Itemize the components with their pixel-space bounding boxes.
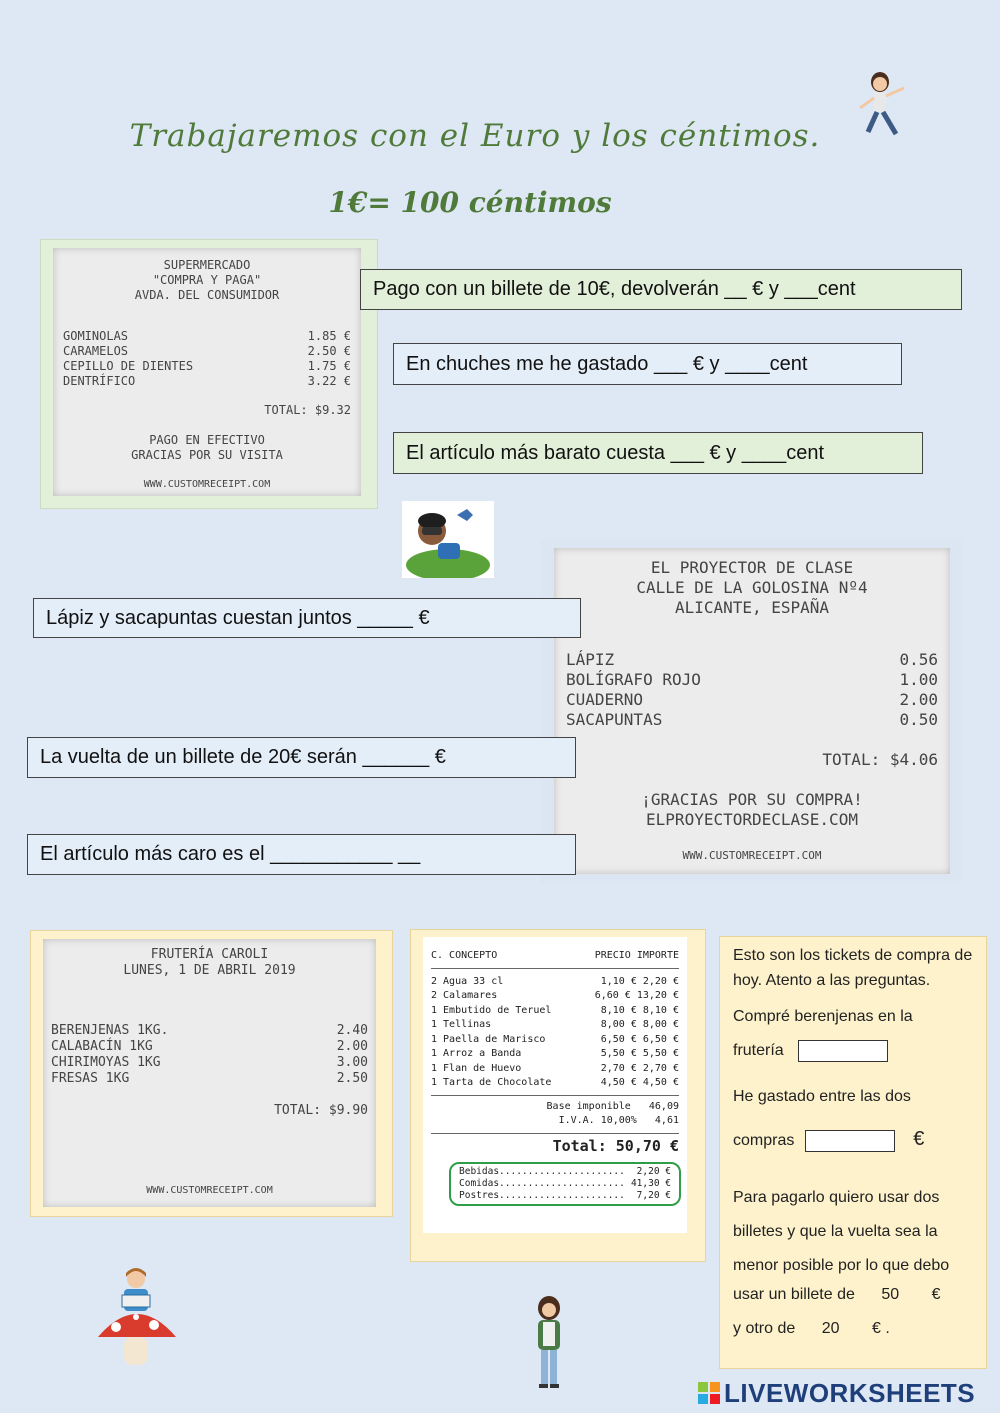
question-eggplant-line (733, 1039, 888, 1063)
question-eggplant-label-2: frutería (733, 1042, 784, 1059)
receipt-item: 1 Tellinas 8,00 € 8,00 € (431, 1019, 679, 1030)
question-cheapest-item[interactable]: El artículo más barato cuesta ___ € y ____cent (393, 432, 923, 474)
receipt-header-line: CALLE DE LA GOLOSINA Nº4 (636, 578, 868, 597)
question-eggplant-label-1: Compré berenjenas en la (733, 1008, 913, 1025)
instructions-intro: Esto son los tickets de compra de hoy. Atento a las preguntas. (733, 947, 973, 989)
question-spent-label-1: He gastado entre las dos (733, 1088, 911, 1105)
receipt-supermercado (53, 248, 361, 496)
question-spent-line (733, 1127, 924, 1153)
receipt-supermercado-frame (40, 239, 378, 509)
question-change-10[interactable]: Pago con un billete de 10€, devolverán __ € y ___cent (360, 269, 962, 310)
question-most-expensive[interactable]: El artículo más caro es el ___________ __ (27, 834, 576, 875)
avatar-reading-mushroom-image (96, 1265, 178, 1369)
answer-bill1-line (733, 1283, 940, 1307)
answer-spent-input[interactable] (805, 1130, 895, 1152)
instructions-panel (719, 936, 987, 1369)
receipt-item: CUADERNO 2.00 (566, 690, 938, 709)
liveworksheets-logo-icon (698, 1382, 720, 1404)
page-subtitle: 1€= 100 céntimos (328, 186, 612, 219)
answer-bill1-input[interactable]: 50 (881, 1286, 900, 1303)
receipt-proyector (554, 548, 950, 874)
receipt-footer-line: ELPROYECTORDECLASE.COM (646, 810, 858, 829)
euro-symbol: € (913, 1128, 925, 1150)
receipt-grand-total: Total: 50,70 € (431, 1133, 679, 1156)
receipt-total: TOTAL: $9.90 (274, 1103, 368, 1118)
receipt-item: 2 Calamares 6,60 € 13,20 € (431, 990, 679, 1001)
receipt-header-line: "COMPRA Y PAGA" (152, 273, 262, 287)
receipt-fruteria-frame (30, 930, 393, 1217)
question-spent-label-2: compras (733, 1132, 795, 1149)
receipt-item: DENTRÍFICO 3.22 € (63, 374, 351, 388)
receipt-header-line: AVDA. DEL CONSUMIDOR (134, 288, 280, 302)
receipt-header-line: FRUTERÍA CAROLI (150, 947, 269, 962)
receipt-restaurant (423, 937, 687, 1233)
receipt-restaurant-frame (410, 929, 706, 1262)
column-header-concept: C. CONCEPTO (431, 950, 498, 961)
receipt-item: CHIRIMOYAS 1KG 3.00 (51, 1055, 368, 1070)
receipt-summary-row: Postres...................... 7,20 € (459, 1189, 671, 1201)
answer-bill2-euro: € . (871, 1320, 890, 1337)
avatar-dancing-image (852, 70, 912, 142)
receipt-header-line: EL PROYECTOR DE CLASE (650, 558, 854, 577)
receipt-item: BOLÍGRAFO ROJO 1.00 (566, 670, 938, 689)
receipt-item: 2 Agua 33 cl 1,10 € 2,20 € (431, 975, 679, 987)
receipt-item: 1 Flan de Huevo 2,70 € 2,70 € (431, 1062, 679, 1074)
answer-eggplant-input[interactable] (798, 1040, 888, 1062)
answer-bill2-label: y otro de (733, 1320, 796, 1337)
receipt-footer-line: PAGO EN EFECTIVO (149, 433, 265, 447)
avatar-standing-image (524, 1296, 574, 1390)
receipt-item: 1 Embutido de Teruel 8,10 € 8,10 € (431, 1004, 679, 1016)
receipt-total: TOTAL: $4.06 (822, 750, 938, 769)
answer-bill2-line (733, 1317, 890, 1341)
receipt-iva: I.V.A. 10,00% 4,61 (558, 1115, 679, 1126)
receipt-item: 1 Arroz a Banda 5,50 € 5,50 € (431, 1048, 679, 1059)
receipt-summary-row: Bebidas...................... 2,20 € (459, 1165, 671, 1177)
receipt-footer-line: GRACIAS POR SU VISITA (131, 448, 283, 462)
question-pay-text: Para pagarlo quiero usar dos billetes y que la vuelta sea la menor posible por lo que debo (733, 1189, 950, 1274)
receipt-item: 1 Paella de Marisco 6,50 € 6,50 € (431, 1033, 679, 1045)
question-sweets-spent[interactable]: En chuches me he gastado ___ € y ____cent (393, 343, 902, 385)
receipt-item: LÁPIZ 0.56 (566, 650, 938, 669)
receipt-header-line: ALICANTE, ESPAÑA (674, 598, 830, 617)
receipt-items-list (431, 975, 679, 1091)
answer-bill1-label: usar un billete de (733, 1286, 855, 1303)
avatar-boy-binoculars-image (402, 501, 494, 578)
column-header-price: PRECIO IMPORTE (594, 950, 679, 961)
receipt-url: WWW.CUSTOMRECEIPT.COM (143, 479, 271, 490)
liveworksheets-logo (698, 1378, 996, 1408)
receipt-item: FRESAS 1KG 2.50 (51, 1071, 368, 1086)
question-change-20[interactable]: La vuelta de un billete de 20€ serán ______ € (27, 737, 576, 778)
receipt-item: SACAPUNTAS 0.50 (566, 710, 938, 729)
receipt-item: CARAMELOS 2.50 € (63, 344, 351, 358)
receipt-header-line: SUPERMERCADO (163, 258, 251, 272)
receipt-base: Base imponible 46,09 (546, 1100, 679, 1112)
receipt-url: WWW.CUSTOMRECEIPT.COM (682, 849, 822, 862)
receipt-total: TOTAL: $9.32 (264, 403, 351, 417)
page-title: Trabajaremos con el Euro y los céntimos. (129, 118, 821, 154)
answer-bill1-euro: € (931, 1286, 941, 1303)
liveworksheets-logo-text: LIVEWORKSHEETS (724, 1377, 976, 1408)
receipt-proyector-frame (541, 540, 962, 883)
receipt-item: CEPILLO DE DIENTES 1.75 € (63, 359, 351, 373)
receipt-url: WWW.CUSTOMRECEIPT.COM (146, 1185, 273, 1196)
answer-bill2-input[interactable]: 20 (821, 1320, 840, 1337)
receipt-item: 1 Tarta de Chocolate 4,50 € 4,50 € (431, 1077, 679, 1088)
receipt-footer-line: ¡GRACIAS POR SU COMPRA! (641, 790, 863, 809)
receipt-item: GOMINOLAS 1.85 € (63, 329, 351, 343)
receipt-summary-row: Comidas...................... 41,30 € (459, 1177, 671, 1189)
question-pencil-sharpener[interactable]: Lápiz y sacapuntas cuestan juntos _____ € (33, 598, 581, 638)
receipt-item: CALABACÍN 1KG 2.00 (51, 1039, 368, 1054)
receipt-header-line: LUNES, 1 DE ABRIL 2019 (123, 963, 296, 978)
receipt-summary-box (449, 1162, 681, 1206)
receipt-fruteria (43, 939, 376, 1207)
receipt-item: BERENJENAS 1KG. 2.40 (51, 1023, 368, 1038)
